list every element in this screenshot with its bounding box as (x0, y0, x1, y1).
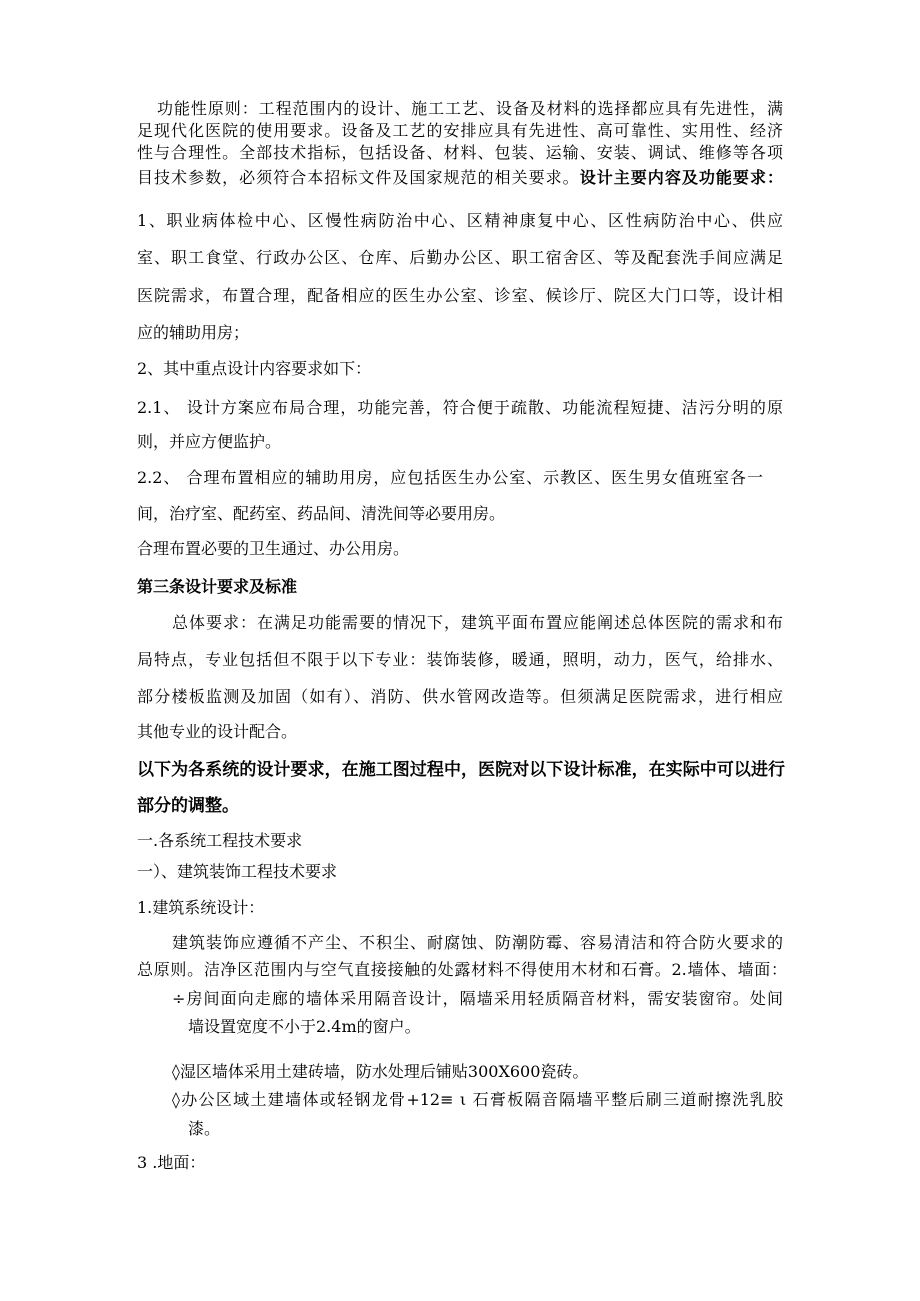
item-2-heading: 2、其中重点设计内容要求如下： (137, 359, 372, 378)
wall-item-2: ◊湿区墙体采用土建砖墙，防水处理后铺贴300X600瓷砖。 (172, 1062, 589, 1081)
overall-requirements-line-4: 其他专业的设计配合。 (137, 722, 298, 741)
item-2-1-line-1: 2.1、 设计方案应布局合理，功能完善，符合便于疏散、功能流程短捷、洁污分明的原 (137, 398, 783, 417)
wall-item-3-line-1: ◊办公区域土建墙体或轻钢龙骨+12≡ ι 石膏板隔音隔墙平整后刷三道耐擦洗乳胶 (172, 1090, 783, 1109)
building-system-heading: 1.建筑系统设计： (137, 898, 265, 917)
item-1-line-1: 1、职业病体检中心、区慢性病防治中心、区精神康复中心、区性病防治中心、供应 (137, 211, 783, 230)
design-content-heading: 设计主要内容及功能要求： (579, 168, 783, 187)
floor-heading: 3 .地面： (137, 1153, 206, 1172)
overall-requirements-line-1: 总体要求：在满足功能需要的情况下，建筑平面布置应能阐述总体医院的需求和布 (172, 613, 783, 632)
wall-item-1-line-1: ÷房间面向走廊的墙体采用隔音设计，隔墙采用轻质隔音材料，需安装窗帘。处间 (172, 989, 783, 1008)
building-decoration-line-1: 建筑装饰应遵循不产尘、不积尘、耐腐蚀、防潮防霉、容易清洁和符合防火要求的 (172, 933, 783, 952)
item-1-line-4: 应的辅助用房； (137, 323, 250, 342)
functional-principle-line-3: 性与合理性。全部技术指标，包括设备、材料、包装、运输、安装、调试、维修等各项 (137, 143, 783, 162)
item-2-2-line-2: 间，治疗室、配药室、药品间、清洗间等必要用房。 (137, 504, 506, 523)
article-3-heading: 第三条设计要求及标准 (137, 577, 298, 596)
item-2-1-line-2: 则，并应方便监护。 (137, 432, 282, 451)
adjustment-note-line-1: 以下为各系统的设计要求，在施工图过程中，医院对以下设计标准，在实际中可以进行 (137, 760, 785, 780)
overall-requirements-line-2: 局特点，专业包括但不限于以下专业：装饰装修，暖通，照明，动力，医气，给排水、 (137, 650, 783, 669)
overall-requirements-line-3: 部分楼板监测及加固（如有）、消防、供水管网改造等。但须满足医院需求，进行相应 (137, 687, 783, 706)
wall-item-3-line-2: 漆。 (188, 1119, 221, 1138)
functional-principle-line-2: 足现代化医院的使用要求。设备及工艺的安排应具有先进性、高可靠性、实用性、经济 (137, 121, 783, 140)
subsection-1-heading: 一）、建筑装饰工程技术要求 (137, 862, 338, 881)
adjustment-note-line-2: 部分的调整。 (137, 796, 239, 816)
item-1-line-2: 室、职工食堂、行政办公区、仓库、后勤办公区、职工宿舍区、等及配套洗手间应满足 (137, 248, 783, 267)
building-decoration-line-2: 总原则。洁净区范围内与空气直接接触的处露材料不得使用木材和石膏。2.墙体、墙面： (137, 960, 787, 979)
wall-item-1-line-2: 墙设置宽度不小于2.4m的窗户。 (188, 1017, 421, 1036)
functional-principle-line-4 (137, 168, 783, 190)
hygiene-note: 合理布置必要的卫生通过、办公用房。 (137, 539, 410, 558)
functional-principle-line-1: 功能性原则：工程范围内的设计、施工工艺、设备及材料的选择都应具有先进性，满 (157, 99, 783, 118)
functional-principle-end: 目技术参数，必须符合本招标文件及国家规范的相关要求。 (137, 168, 580, 187)
section-1-heading: 一.各系统工程技术要求 (137, 831, 303, 850)
item-1-line-3: 医院需求，布置合理，配备相应的医生办公室、诊室、候诊厅、院区大门口等，设计相 (137, 286, 783, 305)
item-2-2-line-1: 2.2、 合理布置相应的辅助用房，应包括医生办公室、示教区、医生男女值班室各一 (137, 468, 763, 487)
